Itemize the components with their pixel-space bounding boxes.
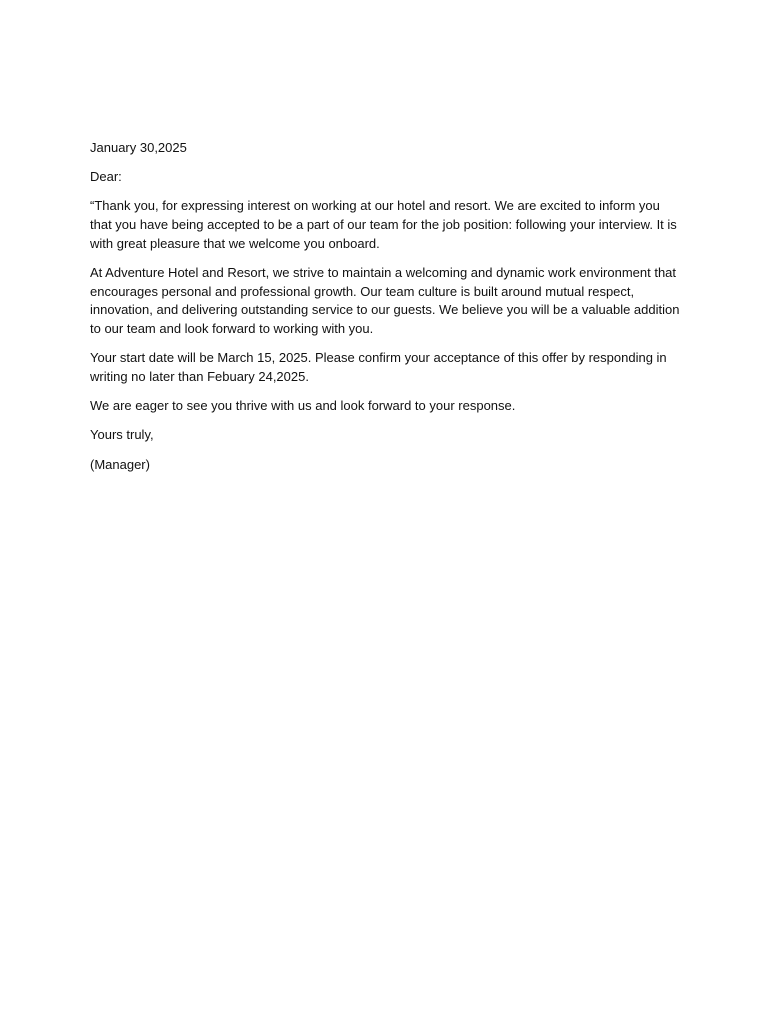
letter-salutation: Dear: xyxy=(90,169,122,185)
letter-date: January 30,2025 xyxy=(90,140,187,155)
letter-paragraph-intro: “Thank you, for expressing interest on working at our hotel and resort. We are excited to inform you that you have being accepted to be a part of our team for the job position: following your interview. It is with great pleasure that we welcome you onboard. xyxy=(90,198,677,251)
letter-paragraph-culture: At Adventure Hotel and Resort, we strive to maintain a welcoming and dynamic work environment that encourages personal and professional growth. Our team culture is built around mutual respect, innovation, and delivering outstanding service to our guests. We believe you will be a valuable addition to our team and look forward to working with you. xyxy=(90,265,680,337)
letter-signature: (Manager) xyxy=(90,456,150,472)
letter-paragraph-closing-remark: We are eager to see you thrive with us and look forward to your response. xyxy=(90,398,516,414)
letter-body xyxy=(90,139,680,485)
letter-closing: Yours truly, xyxy=(90,427,154,443)
letter-paragraph-start-date: Your start date will be March 15, 2025. Please confirm your acceptance of this offer by responding in writing no later than Febuary 24,2025. xyxy=(90,350,667,385)
